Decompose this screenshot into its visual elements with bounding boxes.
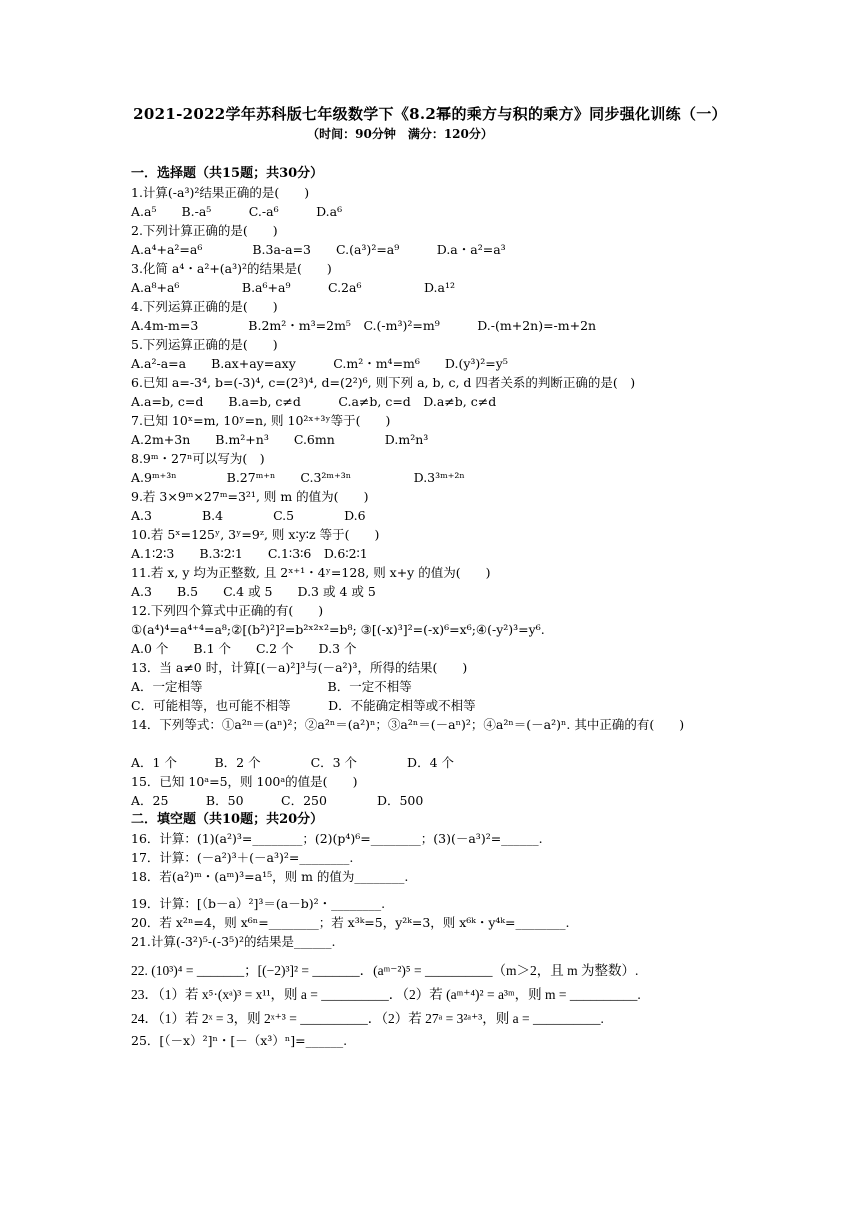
question-line: 2.下列计算正确的是( ) [131,223,278,238]
option-line: A.2m+3n B.m²+n³ C.6mn D.m²n³ [131,432,429,447]
question-line: 23．（1）若 x⁵·(xᵃ)³ = x¹¹，则 a = __________．（2）若 (aᵐ⁺⁴)² = a³ᵐ，则 m = __________. [131,987,641,1002]
question-line: 11.若 x, y 均为正整数, 且 2ˣ⁺¹・4ʸ=128, 则 x+y 的值为( ) [131,565,491,580]
document-content [131,164,821,1050]
spacer [131,951,821,959]
question-formulas-line: ①(a⁴)⁴=a⁴⁺⁴=a⁸;②[(b²)²]²=b²ˣ²ˣ²=b⁸; ③[(-x)³]²=(-x)⁶=x⁶;④(-y²)³=y⁶. [131,622,545,637]
question-line: 17．计算：(－a²)³＋(－a³)²=________. [131,850,354,865]
option-line: A．一定相等 B．一定不相等 [131,679,412,694]
question-line: 16．计算：(1)(a²)³=________；(2)(p⁴)⁶=________；(3)(－a³)²=______. [131,831,543,846]
question-line: 8.9ᵐ・27ⁿ可以写为( ) [131,451,265,466]
spacer [131,886,821,894]
option-line: A.3 B.5 C.4 或 5 D.3 或 4 或 5 [131,584,376,599]
option-line: A.0 个 B.1 个 C.2 个 D.3 个 [131,641,357,656]
question-line: 21.计算(-3²)⁵-(-3⁵)²的结果是______. [131,934,336,949]
question-line: 20．若 x²ⁿ=4，则 x⁶ⁿ=________；若 x³ᵏ=5，y²ᵏ=3，则 x⁶ᵏ・y⁴ᵏ=________. [131,915,570,930]
document-subtitle: （时间：90分钟 满分：120分） [307,127,493,141]
option-line: A．1 个 B．2 个 C．3 个 D．4 个 [131,755,455,770]
option-line: A.a⁵ B.-a⁵ C.-a⁶ D.a⁶ [131,204,343,219]
question-line: 5.下列运算正确的是( ) [131,337,278,352]
question-line: 4.下列运算正确的是( ) [131,299,278,314]
question-line: 13．当 a≠0 时，计算[(－a)²]³与(－a²)³，所得的结果( ) [131,660,468,675]
question-line: 6.已知 a=-3⁴, b=(-3)⁴, c=(2³)⁴, d=(2²)⁶, 则下列 a, b, c, d 四者关系的判断正确的是( ) [131,375,636,390]
option-line: A.a⁴+a²=a⁶ B.3a-a=3 C.(a³)²=a⁹ D.a・a²=a³ [131,242,506,257]
option-line: A.9ᵐ⁺³ⁿ B.27ᵐ⁺ⁿ C.3²ᵐ⁺³ⁿ D.3³ᵐ⁺²ⁿ [131,470,465,485]
option-line: A.a⁸+a⁶ B.a⁶+a⁹ C.2a⁶ D.a¹² [131,280,455,295]
question-line: 15．已知 10ᵃ=5，则 100ᵃ的值是( ) [131,774,358,789]
question-line: 22. (10³)⁴ = _______；[(−2)³]² = _______．(aᵐ⁻²)⁵ = __________（m＞2，且 m 为整数）. [131,963,639,978]
option-line: A.a²-a=a B.ax+ay=axy C.m²・m⁴=m⁶ D.(y³)²=y⁵ [131,356,508,371]
question-line: 9.若 3×9ᵐ×27ᵐ=3²¹, 则 m 的值为( ) [131,489,369,504]
option-line: A.4m-m=3 B.2m²・m³=2m⁵ C.(-m³)²=m⁹ D.-(m+2n)=-m+2n [131,318,597,333]
option-line: A.3 B.4 C.5 D.6 [131,508,366,523]
question-line: 7.已知 10ˣ=m, 10ʸ=n, 则 10²ˣ⁺³ʸ等于( ) [131,413,391,428]
question-line: 14．下列等式：①a²ⁿ＝(aⁿ)²；②a²ⁿ＝(a²)ⁿ；③a²ⁿ＝(－aⁿ)²；④a²ⁿ＝(－a²)ⁿ. 其中正确的有( ) [131,717,685,732]
section-heading-choice: 一．选择题（共15题；共30分） [131,166,324,181]
option-line: A.a=b, c=d B.a=b, c≠d C.a≠b, c=d D.a≠b, c≠d [131,394,497,409]
question-line: 3.化简 a⁴・a²+(a³)²的结果是( ) [131,261,332,276]
option-line: C．可能相等，也可能不相等 D．不能确定相等或不相等 [131,698,476,713]
section-heading-fill: 二．填空题（共10题；共20分） [131,812,324,827]
option-line: A．25 B．50 C．250 D．500 [131,793,424,808]
question-line: 1.计算(-a³)²结果正确的是( ) [131,185,310,200]
document-title: 2021-2022学年苏科版七年级数学下《8.2幂的乘方与积的乘方》同步强化训练（一） [133,105,727,123]
question-line: 18．若(a²)ᵐ・(aᵐ)³=a¹⁵，则 m 的值为________. [131,869,409,884]
question-line: 24．（1）若 2ˣ = 3，则 2ˣ⁺³ = __________．（2）若 27ᵃ = 3²ᵃ⁺³，则 a = __________. [131,1011,604,1026]
option-line: A.1∶2∶3 B.3∶2∶1 C.1∶3∶6 D.6∶2∶1 [131,546,368,561]
question-line: 25．[（－x）²]ⁿ・[－（x³）ⁿ]=______. [131,1033,348,1048]
question-line: 12.下列四个算式中正确的有( ) [131,603,324,618]
question-line: 10.若 5ˣ=125ʸ, 3ʸ=9ᶻ, 则 x∶y∶z 等于( ) [131,527,380,542]
question-line: 19．计算：[（b－a）²]³＝(a－b)²・________. [131,896,386,911]
